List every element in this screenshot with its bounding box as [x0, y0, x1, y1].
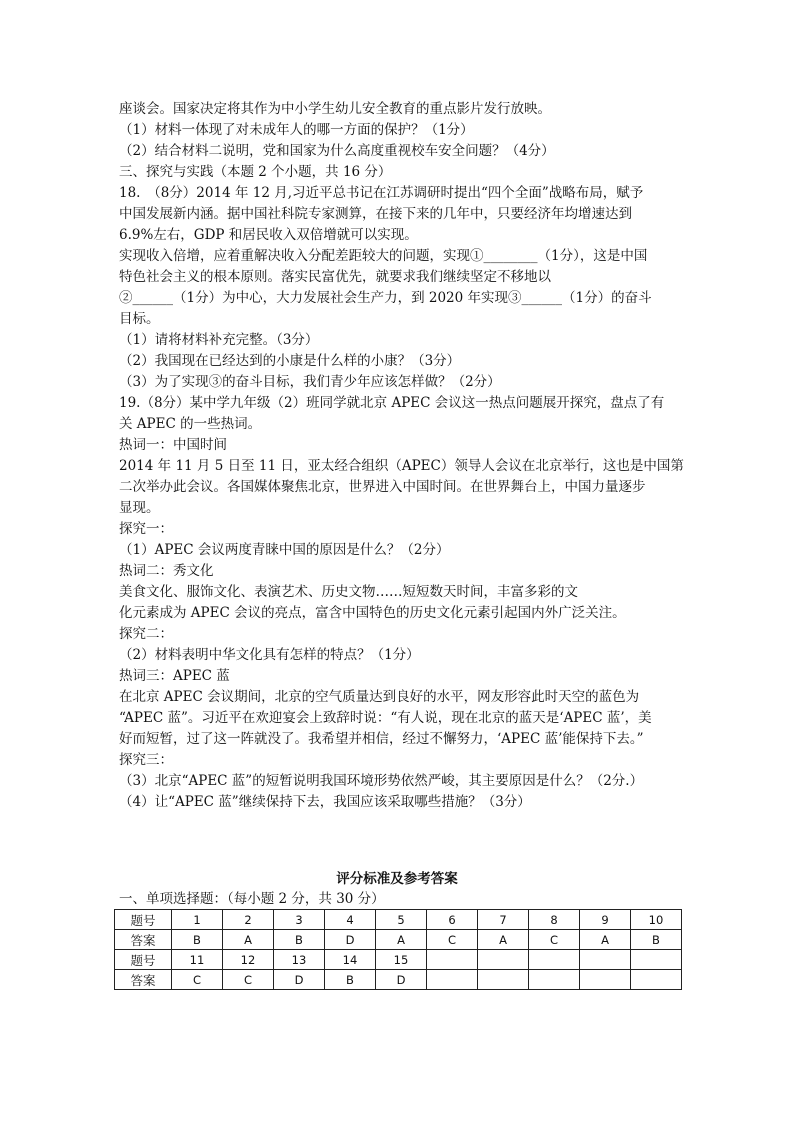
table-cell: A — [580, 930, 631, 950]
question-19-2: （2）材料表明中华文化具有怎样的特点？（1分） — [119, 647, 420, 663]
row-label-number: 题号 — [115, 910, 172, 930]
table-cell: 13 — [274, 950, 325, 970]
text-line: 特色社会主义的根本原则。落实民富优先，就要求我们继续坚定不移地以 — [119, 269, 551, 285]
table-cell: C — [223, 970, 274, 990]
table-cell: 8 — [529, 910, 580, 930]
table-cell — [427, 950, 478, 970]
table-cell: 1 — [172, 910, 223, 930]
text-line: 二次举办此会议。各国媒体聚焦北京，世界进入中国时间。在世界舞台上，中国力量逐步 — [119, 479, 646, 495]
answer-key-section: 一、单项选择题：（每小题 2 分，共 30 分） — [119, 891, 385, 907]
table-cell: 2 — [223, 910, 274, 930]
table-cell: B — [325, 970, 376, 990]
explore-2: 探究二： — [119, 626, 173, 642]
table-cell: D — [376, 970, 427, 990]
table-cell: D — [325, 930, 376, 950]
table-row-numbers-1 — [115, 910, 682, 930]
table-cell: B — [631, 930, 682, 950]
table-cell: C — [172, 970, 223, 990]
table-cell: 11 — [172, 950, 223, 970]
table-cell — [427, 970, 478, 990]
table-row-numbers-2 — [115, 950, 682, 970]
hot-word-1: 热词一：中国时间 — [119, 437, 227, 453]
text-line: 座谈会。国家决定将其作为中小学生幼儿安全教育的重点影片发行放映。 — [119, 101, 551, 117]
table-row-answers-2 — [115, 970, 682, 990]
table-cell: 4 — [325, 910, 376, 930]
text-line: 美食文化、服饰文化、表演艺术、历史文物……短短数天时间，丰富多彩的文 — [119, 584, 578, 600]
table-cell: 3 — [274, 910, 325, 930]
row-label-number: 题号 — [115, 950, 172, 970]
question-18-3: （3）为了实现③的奋斗目标，我们青少年应该怎样做？（2分） — [119, 374, 501, 390]
table-cell — [580, 970, 631, 990]
text-line: 关 APEC 的一些热词。 — [119, 416, 262, 432]
table-cell — [529, 950, 580, 970]
text-line: 实现收入倍增，应着重解决收入分配差距较大的问题，实现①________（1分），这是中国 — [119, 248, 648, 264]
text-line: 中国发展新内涵。据中国社科院专家测算，在接下来的几年中，只要经济年均增速达到 — [119, 206, 632, 222]
question-18-stem: 18. （8分）2014 年 12 月,习近平总书记在江苏调研时提出“四个全面”战略布局，赋予 — [119, 185, 644, 201]
text-line: 显现。 — [119, 500, 160, 516]
table-cell: 12 — [223, 950, 274, 970]
row-label-answer: 答案 — [115, 930, 172, 950]
question-18-2: （2）我国现在已经达到的小康是什么样的小康？（3分） — [119, 353, 461, 369]
table-cell — [631, 950, 682, 970]
table-cell: 5 — [376, 910, 427, 930]
question-19-1: （1）APEC 会议两度青睐中国的原因是什么？（2分） — [119, 542, 450, 558]
table-cell: A — [376, 930, 427, 950]
question-19-stem: 19.（8分）某中学九年级（2）班同学就北京 APEC 会议这一热点问题展开探究，盘点了有 — [119, 395, 665, 411]
explore-1: 探究一： — [119, 521, 173, 537]
question-18-1: （1）请将材料补充完整。（3分） — [119, 332, 319, 348]
table-cell: 15 — [376, 950, 427, 970]
table-cell: B — [274, 930, 325, 950]
table-cell: 6 — [427, 910, 478, 930]
text-line: 好而短暂，过了这一阵就没了。我希望并相信，经过不懈努力，‘APEC 蓝’能保持下去。” — [119, 731, 644, 747]
table-cell — [580, 950, 631, 970]
row-label-answer: 答案 — [115, 970, 172, 990]
text-line: 6.9%左右，GDP 和居民收入双倍增就可以实现。 — [119, 227, 418, 243]
question-17-2: （2）结合材料二说明，党和国家为什么高度重视校车安全问题？（4分） — [119, 143, 555, 159]
question-19-3: （3）北京“APEC 蓝”的短暂说明我国环境形势依然严峻，其主要原因是什么？（2分.） — [119, 773, 644, 789]
table-cell: 7 — [478, 910, 529, 930]
table-cell: 14 — [325, 950, 376, 970]
table-row-answers-1 — [115, 930, 682, 950]
section-heading-3: 三、探究与实践（本题 2 个小题，共 16 分） — [119, 164, 392, 180]
table-cell: C — [427, 930, 478, 950]
hot-word-3: 热词三：APEC 蓝 — [119, 668, 230, 684]
hot-word-2: 热词二：秀文化 — [119, 563, 214, 579]
table-cell — [478, 950, 529, 970]
table-cell — [631, 970, 682, 990]
text-line: 目标。 — [119, 311, 160, 327]
table-cell — [529, 970, 580, 990]
table-cell: 9 — [580, 910, 631, 930]
text-line: 化元素成为 APEC 会议的亮点，富含中国特色的历史文化元素引起国内外广泛关注。 — [119, 605, 626, 621]
text-line: 在北京 APEC 会议期间，北京的空气质量达到良好的水平，网友形容此时天空的蓝色为 — [119, 689, 640, 705]
text-line: 2014 年 11 月 5 日至 11 日，亚太经合组织（APEC）领导人会议在北京举行，这也是中国第 — [119, 458, 684, 474]
question-17-1: （1）材料一体现了对未成年人的哪一方面的保护？（1分） — [119, 122, 474, 138]
answer-key-title: 评分标准及参考答案 — [336, 871, 458, 887]
answer-table — [114, 909, 682, 990]
text-line: ②______（1分）为中心，大力发展社会生产力，到 2020 年实现③______（1分）的奋斗 — [119, 290, 652, 306]
table-cell — [478, 970, 529, 990]
question-text — [119, 99, 689, 813]
table-cell: A — [223, 930, 274, 950]
table-cell: B — [172, 930, 223, 950]
table-cell: 10 — [631, 910, 682, 930]
table-cell: A — [478, 930, 529, 950]
question-19-4: （4）让“APEC 蓝”继续保持下去，我国应该采取哪些措施？（3分） — [119, 794, 531, 810]
text-line: “APEC 蓝”。习近平在欢迎宴会上致辞时说：“有人说，现在北京的蓝天是‘APEC 蓝’，美 — [119, 710, 652, 726]
explore-3: 探究三： — [119, 752, 173, 768]
table-cell: D — [274, 970, 325, 990]
table-cell: C — [529, 930, 580, 950]
